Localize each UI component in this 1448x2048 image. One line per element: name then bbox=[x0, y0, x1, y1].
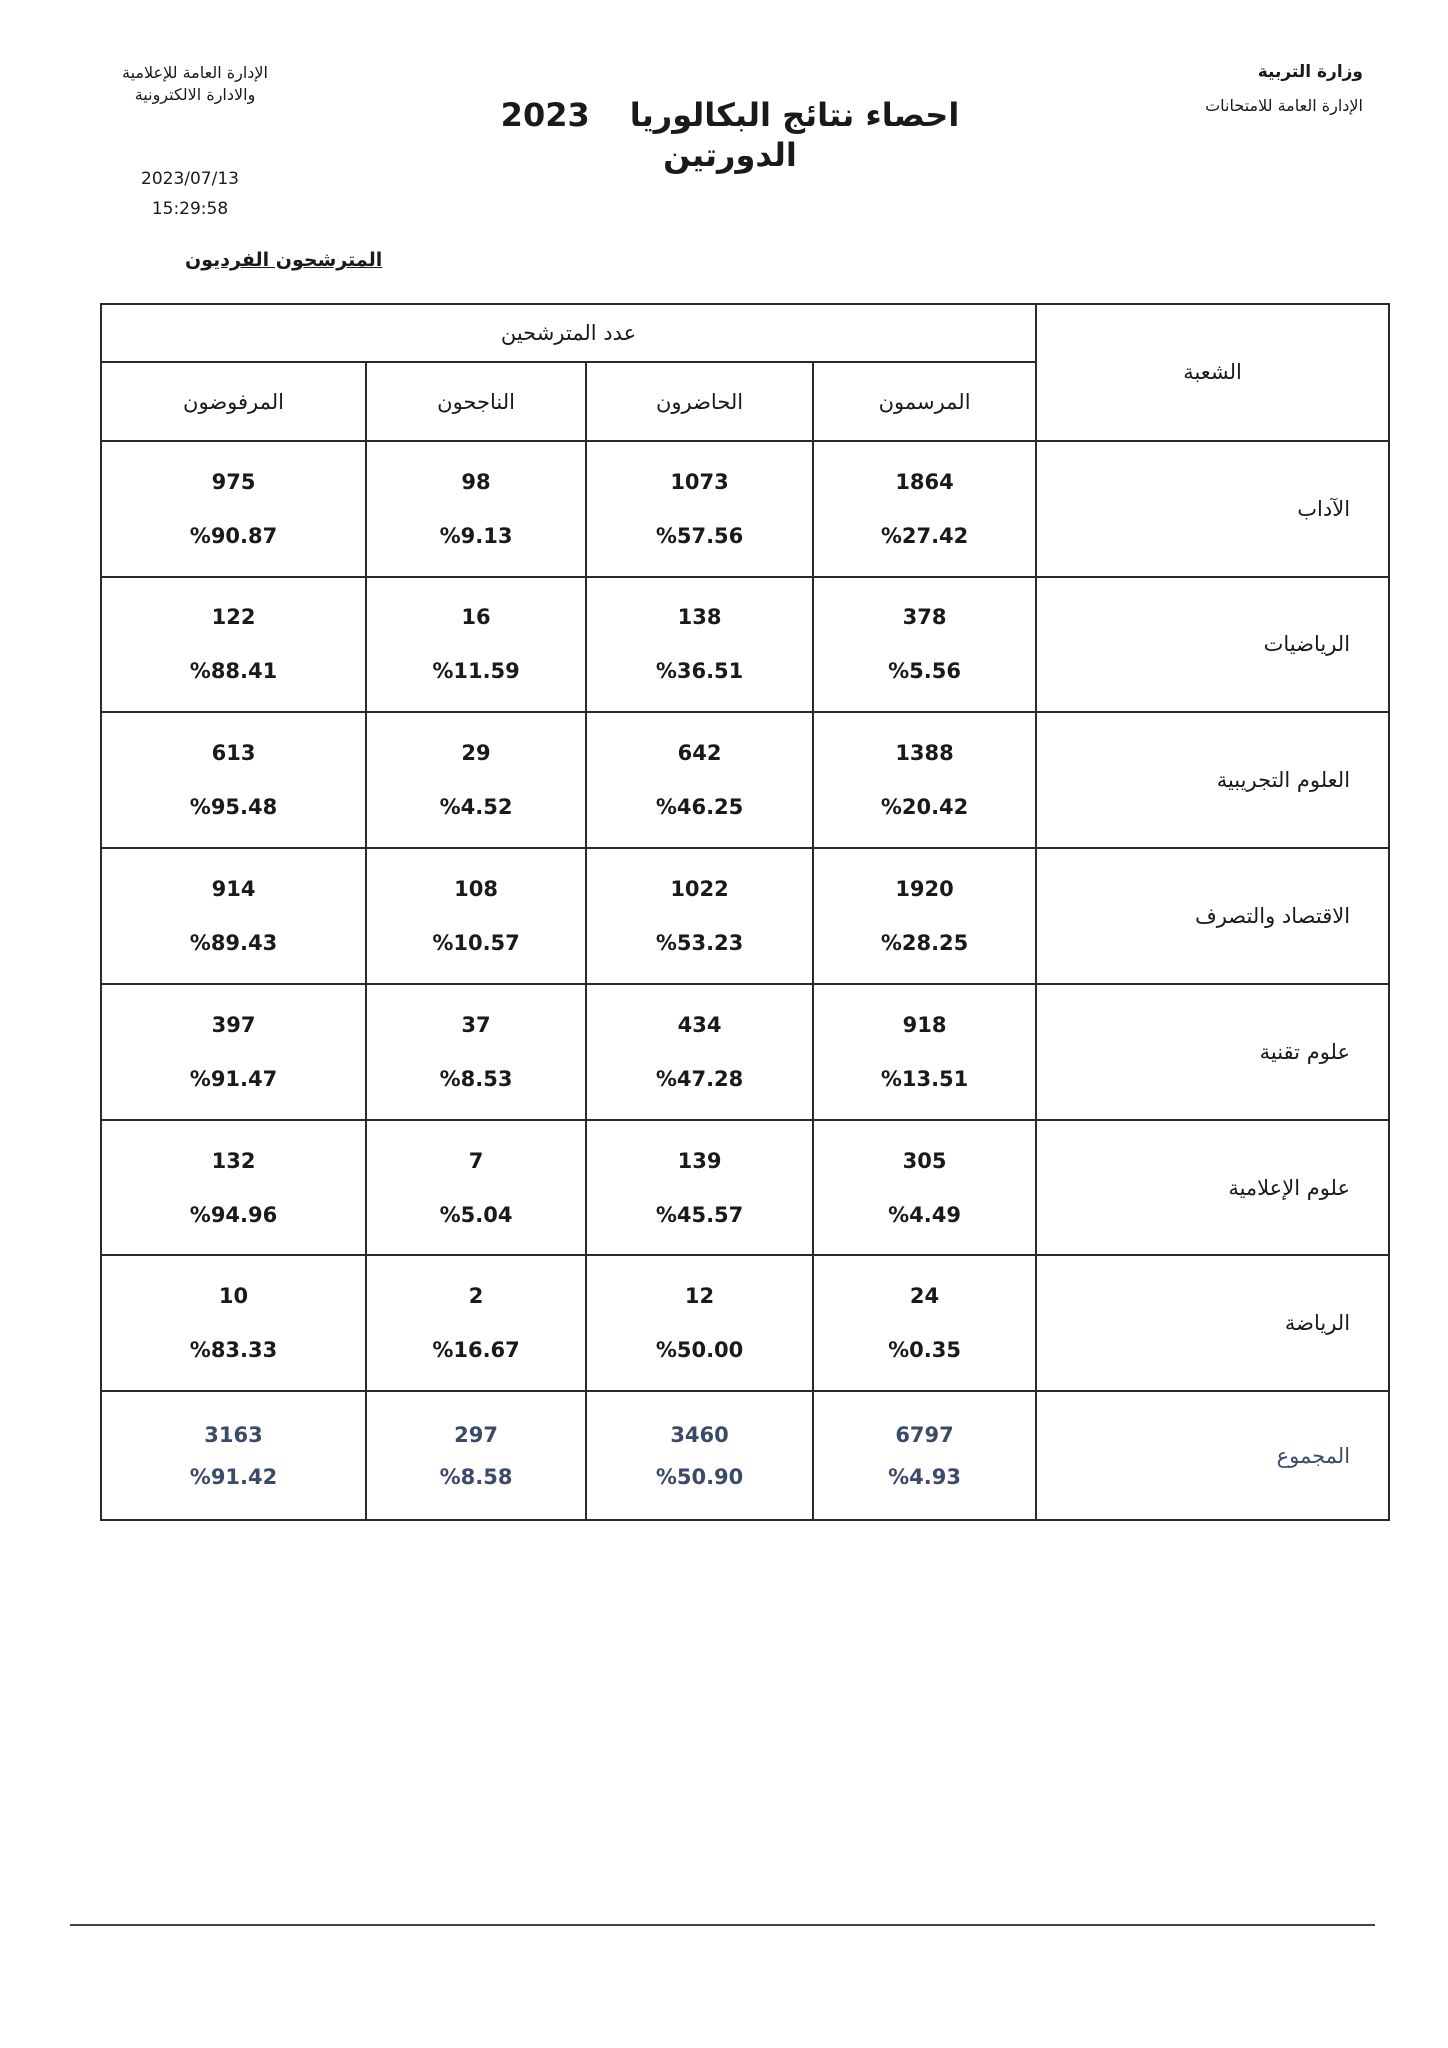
table-cell bbox=[586, 577, 813, 713]
present-header: الحاضرون bbox=[586, 362, 813, 440]
cell-percent: %5.04 bbox=[439, 1202, 513, 1227]
cell-count: 297 bbox=[454, 1422, 498, 1447]
issuer-line-2: والادارة الالكترونية bbox=[134, 85, 256, 104]
cell-percent: %50.90 bbox=[655, 1464, 744, 1489]
cell-count: 397 bbox=[211, 1012, 256, 1037]
table-cell bbox=[586, 1255, 813, 1391]
cell-percent: %36.51 bbox=[655, 659, 744, 684]
table-row bbox=[101, 441, 1389, 577]
cell-percent: %5.56 bbox=[888, 659, 961, 684]
cell-count: 3163 bbox=[204, 1422, 263, 1447]
footer-rule bbox=[70, 1924, 1375, 1926]
cell-count: 16 bbox=[461, 605, 491, 630]
table-cell bbox=[101, 441, 366, 577]
table-row bbox=[101, 984, 1389, 1120]
cell-count: 1388 bbox=[895, 741, 954, 766]
branch-label: علوم الإعلامية bbox=[1036, 1120, 1389, 1256]
table-cell bbox=[366, 577, 586, 713]
cell-count: 108 bbox=[454, 877, 498, 901]
table-cell bbox=[813, 577, 1036, 713]
cell-count: 642 bbox=[677, 741, 722, 766]
cell-count: 138 bbox=[677, 605, 722, 630]
cell-percent: %95.48 bbox=[189, 795, 278, 820]
ministry-header bbox=[1205, 62, 1363, 115]
timestamp bbox=[130, 164, 250, 224]
cell-count: 12 bbox=[684, 1284, 715, 1309]
page-title bbox=[330, 96, 1130, 174]
cell-percent: %4.52 bbox=[439, 795, 513, 820]
table-cell bbox=[813, 712, 1036, 848]
cell-count: 2 bbox=[468, 1284, 484, 1309]
issuer-line-1: الإدارة العامة للإعلامية bbox=[122, 63, 268, 82]
table-cell bbox=[366, 712, 586, 848]
cell-count: 305 bbox=[902, 1148, 947, 1173]
rejected-header: المرفوضون bbox=[101, 362, 366, 440]
candidates-group-header: عدد المترشحين bbox=[101, 304, 1036, 362]
table-cell bbox=[101, 1391, 366, 1520]
cell-percent: %4.49 bbox=[888, 1202, 961, 1227]
cell-percent: %88.41 bbox=[189, 659, 278, 684]
cell-percent: %9.13 bbox=[439, 523, 513, 548]
branch-label: الاقتصاد والتصرف bbox=[1036, 848, 1389, 984]
title-year: 2023 bbox=[500, 96, 590, 134]
branch-header: الشعبة bbox=[1036, 304, 1389, 441]
title-subtitle: الدورتين bbox=[663, 136, 797, 174]
table-row bbox=[101, 712, 1389, 848]
cell-count: 378 bbox=[902, 605, 947, 630]
cell-count: 1073 bbox=[670, 469, 729, 494]
section-heading: المترشحون الفرديون bbox=[185, 249, 383, 271]
cell-percent: %27.42 bbox=[880, 523, 969, 548]
table-cell bbox=[366, 1120, 586, 1256]
branch-label: علوم تقنية bbox=[1036, 984, 1389, 1120]
cell-percent: %28.25 bbox=[880, 931, 969, 955]
cell-count: 434 bbox=[677, 1012, 722, 1037]
registered-header: المرسمون bbox=[813, 362, 1036, 440]
cell-percent: %8.58 bbox=[439, 1464, 513, 1489]
table-row bbox=[101, 577, 1389, 713]
header-row-group bbox=[101, 304, 1389, 362]
cell-percent: %0.35 bbox=[888, 1338, 961, 1363]
table-cell bbox=[101, 1255, 366, 1391]
table-cell bbox=[101, 848, 366, 984]
cell-percent: %20.42 bbox=[880, 795, 969, 820]
cell-percent: %90.87 bbox=[189, 523, 278, 548]
table-cell bbox=[101, 577, 366, 713]
table-cell bbox=[813, 984, 1036, 1120]
table-row bbox=[101, 848, 1389, 984]
cell-percent: %91.42 bbox=[189, 1464, 278, 1489]
table-cell bbox=[366, 848, 586, 984]
cell-percent: %45.57 bbox=[655, 1202, 744, 1227]
cell-percent: %8.53 bbox=[439, 1066, 513, 1091]
cell-count: 918 bbox=[902, 1012, 947, 1037]
cell-count: 132 bbox=[211, 1148, 256, 1173]
table-row bbox=[101, 1255, 1389, 1391]
ministry-name: وزارة التربية bbox=[1257, 62, 1363, 82]
cell-count: 7 bbox=[468, 1148, 484, 1173]
cell-percent: %13.51 bbox=[880, 1066, 969, 1091]
cell-percent: %91.47 bbox=[189, 1066, 278, 1091]
total-row bbox=[101, 1391, 1389, 1520]
table-cell bbox=[586, 984, 813, 1120]
table-cell bbox=[101, 984, 366, 1120]
table-row bbox=[101, 1120, 1389, 1256]
table-cell bbox=[813, 1255, 1036, 1391]
table-cell bbox=[586, 441, 813, 577]
table-cell bbox=[586, 1391, 813, 1520]
table-cell bbox=[813, 1391, 1036, 1520]
branch-label: الرياضة bbox=[1036, 1255, 1389, 1391]
cell-count: 122 bbox=[211, 605, 256, 630]
table-cell bbox=[366, 441, 586, 577]
directorate-name: الإدارة العامة للامتحانات bbox=[1205, 96, 1363, 115]
table-cell bbox=[101, 1120, 366, 1256]
branch-label: المجموع bbox=[1036, 1391, 1389, 1520]
results-table bbox=[100, 303, 1390, 1521]
cell-percent: %83.33 bbox=[189, 1338, 278, 1363]
cell-count: 1022 bbox=[670, 877, 729, 901]
cell-percent: %47.28 bbox=[655, 1066, 744, 1091]
cell-percent: %50.00 bbox=[655, 1338, 744, 1363]
cell-percent: %57.56 bbox=[655, 523, 744, 548]
title-text: احصاء نتائج البكالوريا bbox=[629, 96, 960, 134]
cell-percent: %89.43 bbox=[189, 931, 278, 955]
cell-percent: %11.59 bbox=[432, 659, 520, 684]
cell-count: 24 bbox=[909, 1284, 940, 1309]
print-date: 2023/07/13 bbox=[141, 169, 239, 189]
cell-count: 37 bbox=[461, 1012, 491, 1037]
cell-percent: %46.25 bbox=[655, 795, 744, 820]
cell-count: 139 bbox=[677, 1148, 722, 1173]
cell-count: 98 bbox=[461, 469, 491, 494]
branch-label: العلوم التجريبية bbox=[1036, 712, 1389, 848]
cell-percent: %16.67 bbox=[432, 1338, 520, 1363]
cell-count: 1920 bbox=[895, 877, 954, 901]
print-time: 15:29:58 bbox=[151, 199, 229, 219]
table-cell bbox=[813, 1120, 1036, 1256]
table-cell bbox=[813, 848, 1036, 984]
cell-count: 29 bbox=[461, 741, 491, 766]
cell-count: 914 bbox=[211, 877, 256, 901]
table-cell bbox=[586, 712, 813, 848]
cell-count: 1864 bbox=[895, 469, 954, 494]
branch-label: الرياضيات bbox=[1036, 577, 1389, 713]
cell-count: 6797 bbox=[895, 1422, 954, 1447]
cell-count: 3460 bbox=[670, 1422, 729, 1447]
table-cell bbox=[366, 1255, 586, 1391]
passed-header: الناجحون bbox=[366, 362, 586, 440]
table-cell bbox=[586, 1120, 813, 1256]
branch-label: الآداب bbox=[1036, 441, 1389, 577]
cell-percent: %94.96 bbox=[189, 1202, 278, 1227]
cell-count: 10 bbox=[218, 1284, 249, 1309]
table-cell bbox=[813, 441, 1036, 577]
cell-count: 613 bbox=[211, 741, 256, 766]
issuer-header bbox=[100, 62, 290, 106]
cell-percent: %10.57 bbox=[432, 931, 520, 955]
cell-percent: %4.93 bbox=[888, 1464, 961, 1489]
table-cell bbox=[366, 984, 586, 1120]
table-cell bbox=[366, 1391, 586, 1520]
table-cell bbox=[586, 848, 813, 984]
cell-percent: %53.23 bbox=[655, 931, 744, 955]
cell-count: 975 bbox=[211, 469, 256, 494]
table-cell bbox=[101, 712, 366, 848]
